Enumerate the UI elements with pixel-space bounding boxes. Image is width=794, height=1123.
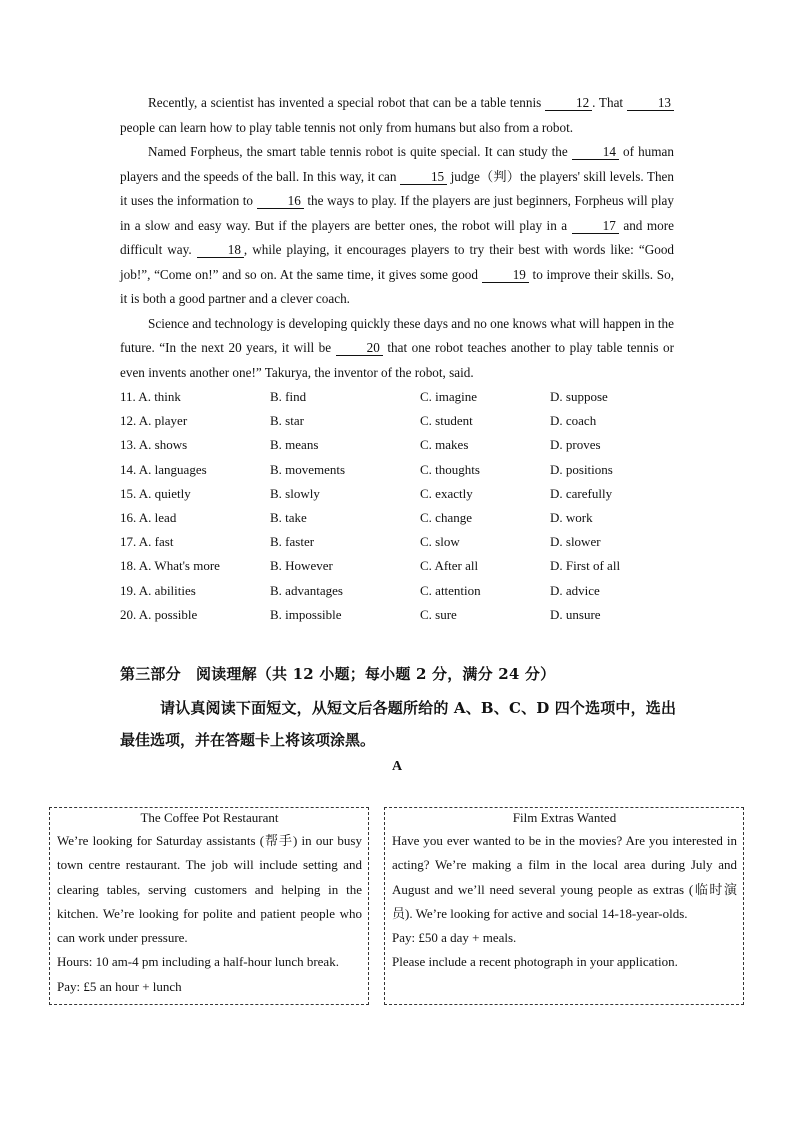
passage-text: people can learn how to play table tennis not only from humans but also from a robot. [120,119,574,135]
option-b: B. find [270,389,307,404]
ad-note: Please include a recent photograph in your application. [392,954,678,970]
part-label: A [391,759,403,774]
option-a: 11. A. think [120,389,181,404]
blank-14: 14 [572,144,619,160]
ad-hours: Hours: 10 am-4 pm including a half-hour lunch break. [57,954,339,970]
blank-20: 20 [336,340,383,356]
answer-options [120,385,680,627]
question-13-options [120,433,680,457]
option-a: 20. A. possible [120,606,198,622]
ad-body: We’re looking for Saturday assistants (帮手) in our busy town centre restaurant. The job will include setting and clearing tables, serving customers and helping in the kitchen. We’re looking for polite and patient people who can work under pressure. [57,833,362,946]
question-11-options [120,385,680,409]
option-b: B. advantages [270,582,343,598]
option-d: D. proves [550,437,601,453]
instructions-text: 请认真阅读下面短文，从短文后各题所给的 A、B、C、D 四个选项中，选出最佳选项，并在答题卡上将该项涂黑。 [120,699,676,749]
option-d: D. coach [550,413,597,429]
option-a: 13. A. shows [120,437,188,453]
section-instructions [120,692,676,756]
passage-text: to improve their skills. So, it is both a good partner and a clever coach. [120,266,674,306]
option-c: C. attention [420,582,481,598]
passage-text: , while playing, it encourages players to try their best with words like: “Good job!”, “Come on!” and so on. At the same time, it gives some good [120,242,675,282]
option-a: 15. A. quietly [120,485,191,501]
option-d: D. suppose [550,389,608,404]
option-c: C. makes [420,437,469,453]
blank-17: 17 [572,218,619,234]
option-b: B. take [270,509,307,525]
option-b: B. means [270,437,319,453]
question-19-options [120,579,680,603]
option-a: 18. A. What's more [120,558,220,574]
option-d: D. slower [550,534,601,550]
option-c: C. thoughts [420,461,480,477]
passage-paragraph-1 [120,91,674,140]
option-d: D. positions [550,461,613,477]
option-b: B. slowly [270,485,320,501]
option-d: D. advice [550,582,600,598]
blank-15: 15 [400,169,447,185]
question-18-options [120,554,680,578]
option-b: B. movements [270,461,346,477]
blank-12: 12 [545,95,592,111]
passage-text: that one robot teaches another to play table tennis or even invents another one!” Takurya, the inventor of the robot, said. [120,340,675,380]
blank-16: 16 [257,193,304,209]
passage-text: Named Forpheus, the smart table tennis robot is quite special. It can study the [148,144,572,159]
cloze-passage [120,91,674,385]
option-d: D. unsure [550,606,601,622]
passage-text: Recently, a scientist has invented a special robot that can be a table tennis [148,95,545,110]
ad-pay: Pay: £5 an hour + lunch [57,978,182,994]
ad-coffee-pot-restaurant [49,807,369,1005]
option-c: C. exactly [420,485,473,501]
option-d: D. First of all [550,558,621,574]
option-c: C. imagine [420,389,478,404]
question-17-options [120,530,680,554]
option-a: 12. A. player [120,413,188,429]
passage-paragraph-2 [120,140,674,312]
blank-13: 13 [627,95,674,111]
option-a: 19. A. abilities [120,582,196,598]
option-c: C. slow [420,534,460,550]
blank-18: 18 [197,242,244,258]
question-14-options [120,458,680,482]
question-16-options [120,506,680,530]
passage-text: the ways to play. If the players are just beginners, Forpheus will play in a slow and easy way. But if the players are better ones, the robot will play in a [120,193,674,233]
passage-text: Science and technology is developing quickly these days and no one knows what will happen in the future. “In the next 20 years, it will be [120,315,674,355]
option-b: B. impossible [270,606,342,622]
ad-title: Film Extras Wanted [512,810,617,825]
question-20-options [120,603,680,627]
passage-text: . That [592,95,627,110]
passage-text: of human players and the speeds of the ball. In this way, it can [120,144,674,184]
option-b: B. faster [270,534,315,550]
question-12-options [120,409,680,433]
blank-19: 19 [482,267,529,283]
passage-text: judge（判）the players' skill levels. Then it uses the information to [120,168,674,208]
option-a: 14. A. languages [120,461,207,477]
passage-text: and more difficult way. [120,217,675,257]
ad-pay: Pay: £50 a day + meals. [392,930,517,946]
option-a: 17. A. fast [120,534,174,550]
passage-paragraph-3 [120,312,674,386]
ad-title: The Coffee Pot Restaurant [140,810,279,825]
section-title: 第三部分 阅读理解（共 12 小题；每小题 2 分，满分 24 分） [120,665,556,683]
ad-film-extras-wanted [384,807,744,1005]
option-c: C. change [420,509,472,525]
option-c: C. sure [420,606,457,622]
question-15-options [120,482,680,506]
option-d: D. carefully [550,485,613,501]
ad-body: Have you ever wanted to be in the movies? Are you interested in acting? We’re making a film in the local area during July and August and we’ll need several young people as extras (临时演员). We’re looking for active and social 14-18-year-olds. [392,833,737,921]
option-b: B. However [270,558,333,574]
option-c: C. After all [420,558,479,574]
option-b: B. star [270,413,304,429]
option-d: D. work [550,509,593,525]
option-a: 16. A. lead [120,509,177,525]
option-c: C. student [420,413,473,429]
